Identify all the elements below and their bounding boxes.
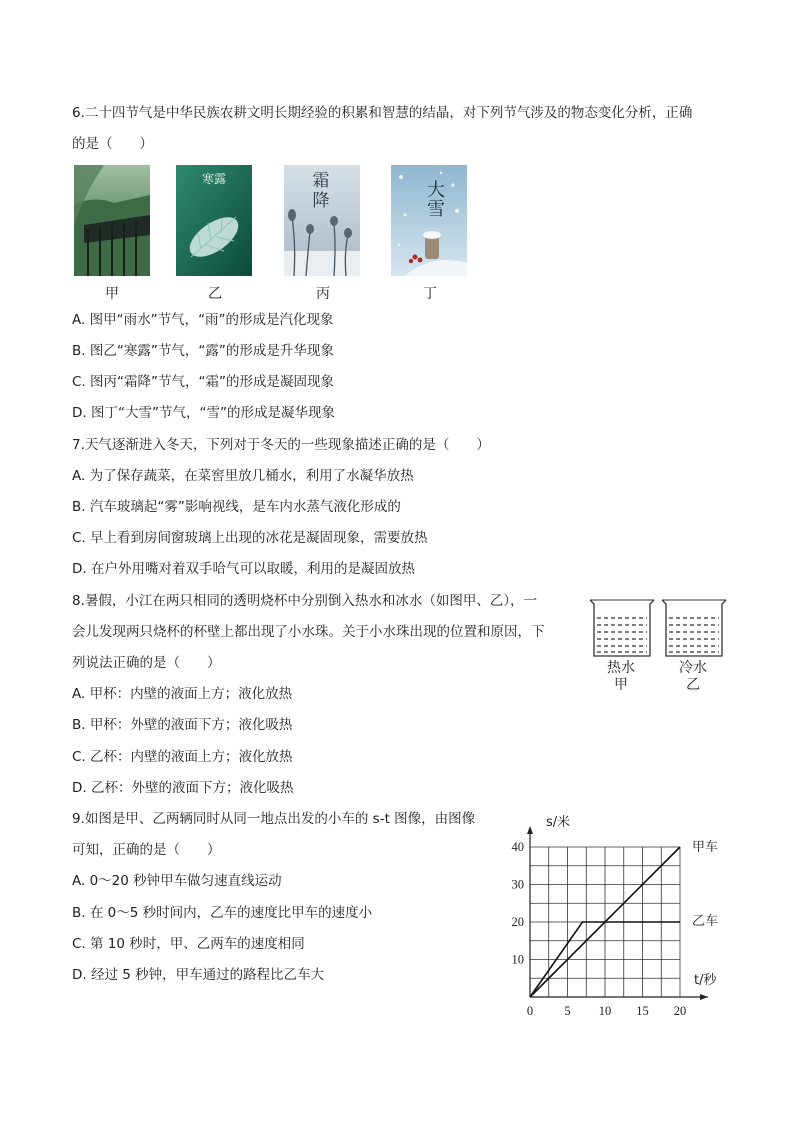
y-tick-label: 20	[511, 915, 524, 929]
q8-option-a: A. 甲杯：内壁的液面上方；液化放热	[72, 686, 293, 702]
q6-option-a: A. 图甲“雨水”节气，“雨”的形成是汽化现象	[72, 312, 334, 328]
q8-stem-line3: 列说法正确的是（ ）	[72, 655, 221, 671]
beaker-hot-sub: 甲	[614, 677, 628, 693]
beaker-hot-label: 热水	[607, 660, 635, 676]
beaker-cold-icon	[660, 596, 730, 660]
q9-option-a: A. 0～20 秒钟甲车做匀速直线运动	[72, 873, 282, 889]
beaker-cold-label: 冷水	[679, 660, 707, 676]
image-text-shuangjiang: 霜降	[312, 171, 330, 211]
q8-stem-line1: 8.暑假，小江在两只相同的透明烧杯中分别倒入热水和冰水（如图甲、乙），一	[72, 593, 538, 609]
series-label-yi: 乙车	[692, 914, 719, 929]
q7-option-a: A. 为了保存蔬菜，在菜窖里放几桶水，利用了水凝华放热	[72, 468, 414, 484]
q9-stem-line2: 可知，正确的是（ ）	[72, 842, 221, 858]
solar-term-image-bing	[284, 165, 360, 276]
q9-option-b: B. 在 0～5 秒时间内，乙车的速度比甲车的速度小	[72, 905, 373, 921]
q7-stem: 7.天气逐渐进入冬天，下列对于冬天的一些现象描述正确的是（ ）	[72, 437, 490, 453]
q9-option-c: C. 第 10 秒时，甲、乙两车的速度相同	[72, 936, 305, 952]
y-axis-arrow-icon	[527, 826, 533, 834]
q8-option-d: D. 乙杯：外壁的液面下方；液化吸热	[72, 780, 294, 796]
q6-option-b: B. 图乙“寒露”节气，“露”的形成是升华现象	[72, 343, 334, 359]
x-tick-label: 5	[564, 1004, 571, 1018]
y-tick-label: 40	[511, 840, 524, 854]
st-graph	[496, 808, 736, 1023]
caption-bing: 丙	[316, 286, 330, 302]
solar-term-image-jia	[74, 165, 150, 276]
beaker-cold-sub: 乙	[686, 677, 700, 693]
y-tick-label: 10	[511, 952, 524, 967]
x-tick-label: 15	[636, 1004, 649, 1018]
y-tick-label: 30	[511, 877, 524, 892]
q6-stem-line1: 6.二十四节气是中华民族农耕文明长期经验的积累和智慧的结晶，对下列节气涉及的物态变化分析，正确	[72, 105, 693, 121]
x-axis-label: t/秒	[694, 973, 717, 988]
q8-stem-line2: 会儿发现两只烧杯的杯壁上都出现了小水珠。关于小水珠出现的位置和原因，下	[72, 624, 545, 640]
series-label-jia: 甲车	[692, 840, 719, 855]
caption-ding: 丁	[423, 286, 437, 302]
q7-option-d: D. 在户外用嘴对着双手哈气可以取暖，利用的是凝固放热	[72, 561, 415, 577]
caption-jia: 甲	[105, 286, 119, 302]
x-tick-label: 0	[526, 1004, 534, 1018]
x-tick-label: 10	[598, 1004, 612, 1018]
q6-option-c: C. 图丙“霜降”节气，“霜”的形成是凝固现象	[72, 374, 334, 390]
beaker-hot-icon	[588, 596, 658, 660]
solar-term-image-yi	[176, 165, 252, 276]
q6-stem-line2: 的是（ ）	[72, 136, 153, 152]
x-axis-arrow-icon	[700, 994, 708, 1000]
q8-option-b: B. 甲杯：外壁的液面下方；液化吸热	[72, 717, 293, 733]
q7-option-b: B. 汽车玻璃起“雾”影响视线，是车内水蒸气液化形成的	[72, 499, 401, 515]
caption-yi: 乙	[208, 286, 222, 302]
image-text-daxue: 大雪	[427, 180, 445, 220]
q6-option-d: D. 图丁“大雪”节气，“雪”的形成是凝华现象	[72, 405, 335, 421]
solar-term-image-ding	[391, 165, 467, 276]
x-tick-label: 20	[673, 1004, 687, 1018]
image-text-hanlu: 寒露	[201, 172, 226, 186]
y-axis-label: s/米	[546, 815, 571, 830]
q7-option-c: C. 早上看到房间窗玻璃上出现的冰花是凝固现象，需要放热	[72, 530, 428, 546]
q8-option-c: C. 乙杯：内壁的液面上方；液化放热	[72, 749, 293, 765]
q9-stem-line1: 9.如图是甲、乙两辆同时从同一地点出发的小车的 s-t 图像，由图像	[72, 811, 476, 827]
q9-option-d: D. 经过 5 秒钟，甲车通过的路程比乙车大	[72, 967, 325, 983]
